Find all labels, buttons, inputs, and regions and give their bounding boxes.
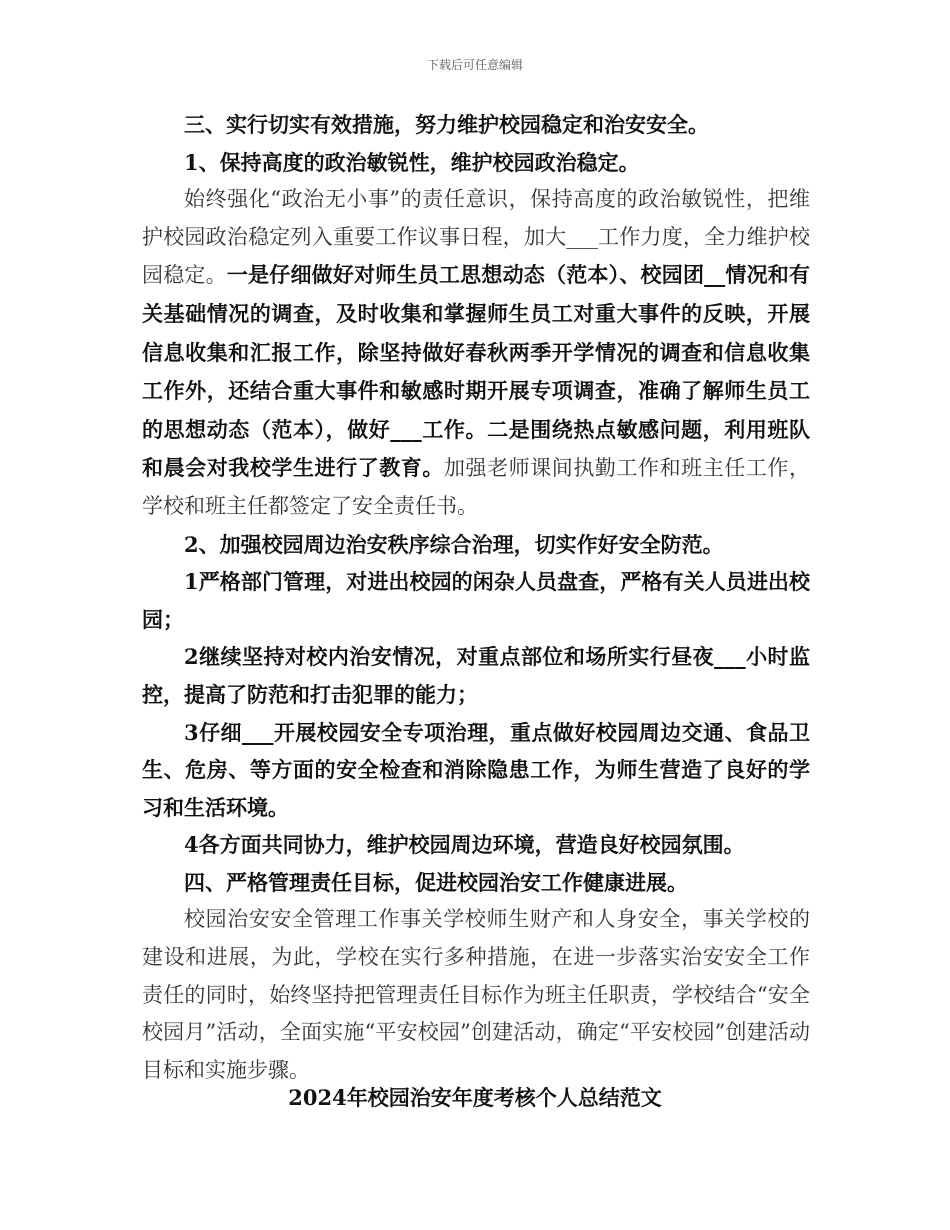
list-item-3: 3仔细___开展校园安全专项治理，重点做好校园周边交通、食品卫生、危房、等方面的安全检查和消除隐患工作，为师生营造了良好的学习和生活环境。 — [142, 719, 810, 820]
list-item-4: 4各方面共同协力，维护校园周边环境，营造良好校园氛围。 — [184, 832, 745, 858]
sub1-paragraph — [142, 181, 810, 525]
section4-paragraph: 校园治安安全管理工作事关学校师生财产和人身安全，事关学校的建设和进展，为此，学校在实行多种措施，在进一步落实治安安全工作责任的同时，始终坚持把管理责任目标作为班主任职责，学校结合“安全校园月”活动，全面实施“平安校园”创建活动，确定“平安校园”创建活动目标和实施步骤。 — [142, 907, 810, 1082]
section3-heading: 三、实行切实有效措施，努力维护校园稳定和治安安全。 — [184, 112, 709, 137]
sub1-text-part1: 始终强化“政治无小事”的责任意识，保持高度的政治敏锐性，把维护校园政治稳定列入重要工作议事日程，加大___工作力度，全力维护校园稳定。 — [142, 187, 810, 288]
document-body — [142, 106, 810, 1089]
list-item-1: 1严格部门管理，对进出校园的闲杂人员盘查，严格有关人员进出校园； — [142, 569, 810, 632]
document-title: 2024年校园治安年度考核个人总结范文 — [288, 1085, 662, 1110]
header-note: 下载后可任意编辑 — [426, 58, 523, 72]
sub1-text-part3: 加强老师课间执勤工作和班主任工作，学校和班主任都签定了安全责任书。 — [142, 456, 811, 518]
list-item-2: 2继续坚持对校内治安情况，对重点部位和场所实行昼夜___小时监控，提高了防范和打击犯罪的能力； — [142, 644, 810, 707]
sub2-heading: 2、加强校园周边治安秩序综合治理，切实作好安全防范。 — [184, 531, 724, 557]
section4-heading: 四、严格管理责任目标，促进校园治安工作健康进展。 — [184, 869, 688, 895]
sub1-heading: 1、保持高度的政治敏锐性，维护校园政治稳定。 — [184, 149, 640, 175]
sub1-text-part2: 一是仔细做好对师生员工思想动态（范本）、校园团__情况和有关基础情况的调查，及时收集和掌握师生员工对重大事件的反映，开展信息收集和汇报工作，除坚持做好春秋两季开学情况的调查和信息收集工作外，还结合重大事件和敏感时期开展专项调查，准确了解师生员工的思想动态（范本），做好___工作。二是围绕热点敏感问题，利用班队和晨会对我校学生进行了教育。 — [142, 262, 811, 481]
